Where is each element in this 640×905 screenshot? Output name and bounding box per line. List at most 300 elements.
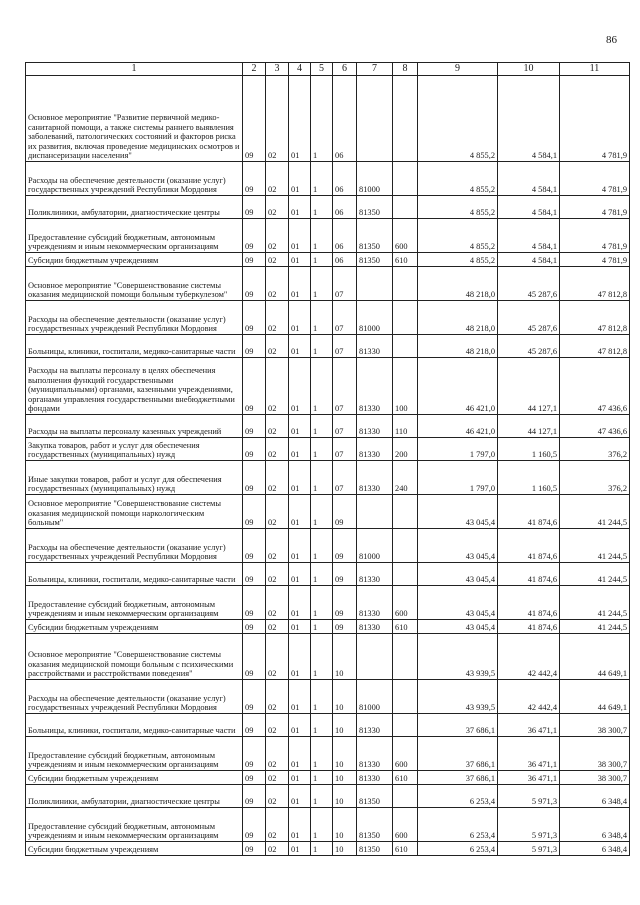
section-code-cell: 09 [243, 563, 266, 586]
expense-type-cell [393, 634, 418, 680]
expense-type-cell: 610 [393, 620, 418, 634]
value-2019-cell: 37 686,1 [418, 771, 498, 785]
program-code-cell: 01 [289, 680, 311, 714]
event-code-cell: 06 [333, 196, 357, 219]
row-name-cell: Расходы на выплаты персоналу в целях обеспечения выполнения функций государственными (муниципальными) органами, казенными учреждениями, органами управления государственными внебюджетными фондами [26, 358, 243, 415]
value-2021-cell: 41 244,5 [560, 620, 630, 634]
table-row [26, 714, 630, 737]
event-code-cell: 09 [333, 529, 357, 563]
section-code-cell: 09 [243, 358, 266, 415]
program-code-cell: 01 [289, 358, 311, 415]
value-2020-cell: 44 127,1 [498, 358, 560, 415]
program-code-cell: 01 [289, 634, 311, 680]
value-2021-cell: 47 436,6 [560, 415, 630, 438]
row-name-cell: Основное мероприятие "Совершенствование системы оказания медицинской помощи больным с психическими расстройствами и расстройствами поведения" [26, 634, 243, 680]
value-2021-cell: 47 812,8 [560, 267, 630, 301]
program-code-cell: 01 [289, 495, 311, 529]
expense-type-cell [393, 267, 418, 301]
program-code-cell: 01 [289, 737, 311, 771]
chapter-code-cell: 02 [266, 438, 289, 461]
row-name-cell: Иные закупки товаров, работ и услуг для обеспечения государственных (муниципальных) нужд [26, 461, 243, 495]
section-code-cell: 09 [243, 253, 266, 267]
expense-type-cell [393, 529, 418, 563]
section-code-cell: 09 [243, 680, 266, 714]
section-code-cell: 09 [243, 495, 266, 529]
row-name-cell: Субсидии бюджетным учреждениям [26, 842, 243, 856]
row-name-cell: Субсидии бюджетным учреждениям [26, 620, 243, 634]
value-2020-cell: 4 584,1 [498, 196, 560, 219]
table-row [26, 680, 630, 714]
row-name-cell: Больницы, клиники, госпитали, медико-санитарные части [26, 335, 243, 358]
event-code-cell: 09 [333, 495, 357, 529]
value-2021-cell: 6 348,4 [560, 785, 630, 808]
value-2019-cell: 4 855,2 [418, 76, 498, 162]
section-code-cell: 09 [243, 438, 266, 461]
value-2019-cell: 4 855,2 [418, 196, 498, 219]
direction-code-cell: 81330 [357, 438, 393, 461]
value-2021-cell: 4 781,9 [560, 76, 630, 162]
chapter-code-cell: 02 [266, 301, 289, 335]
row-name-cell: Поликлиники, амбулатории, диагностические центры [26, 196, 243, 219]
row-name-cell: Поликлиники, амбулатории, диагностические центры [26, 785, 243, 808]
expense-type-cell: 600 [393, 586, 418, 620]
value-2021-cell: 4 781,9 [560, 162, 630, 196]
subprogram-code-cell: 1 [311, 563, 333, 586]
direction-code-cell: 81350 [357, 253, 393, 267]
value-2020-cell: 1 160,5 [498, 438, 560, 461]
subprogram-code-cell: 1 [311, 253, 333, 267]
value-2019-cell: 46 421,0 [418, 415, 498, 438]
program-code-cell: 01 [289, 842, 311, 856]
direction-code-cell: 81330 [357, 358, 393, 415]
value-2019-cell: 6 253,4 [418, 785, 498, 808]
program-code-cell: 01 [289, 335, 311, 358]
event-code-cell: 10 [333, 785, 357, 808]
program-code-cell: 01 [289, 808, 311, 842]
value-2021-cell: 47 812,8 [560, 301, 630, 335]
row-name-cell: Расходы на обеспечение деятельности (оказание услуг) государственных учреждений Республики Мордовия [26, 301, 243, 335]
table-row [26, 76, 630, 162]
program-code-cell: 01 [289, 438, 311, 461]
event-code-cell: 07 [333, 358, 357, 415]
value-2020-cell: 41 874,6 [498, 529, 560, 563]
column-header: 5 [311, 63, 333, 76]
expense-type-cell: 240 [393, 461, 418, 495]
value-2019-cell: 43 045,4 [418, 563, 498, 586]
direction-code-cell: 81330 [357, 335, 393, 358]
direction-code-cell: 81330 [357, 415, 393, 438]
table-row [26, 301, 630, 335]
value-2021-cell: 41 244,5 [560, 586, 630, 620]
value-2020-cell: 5 971,3 [498, 785, 560, 808]
value-2020-cell: 36 471,1 [498, 714, 560, 737]
chapter-code-cell: 02 [266, 358, 289, 415]
row-name-cell: Предоставление субсидий бюджетным, автономным учреждениям и иным некоммерческим организациям [26, 808, 243, 842]
subprogram-code-cell: 1 [311, 808, 333, 842]
row-name-cell: Основное мероприятие "Совершенствование системы оказания медицинской помощи больным туберкулезом" [26, 267, 243, 301]
event-code-cell: 06 [333, 76, 357, 162]
program-code-cell: 01 [289, 162, 311, 196]
direction-code-cell: 81330 [357, 714, 393, 737]
direction-code-cell: 81000 [357, 301, 393, 335]
direction-code-cell: 81350 [357, 808, 393, 842]
subprogram-code-cell: 1 [311, 737, 333, 771]
section-code-cell: 09 [243, 461, 266, 495]
value-2020-cell: 1 160,5 [498, 461, 560, 495]
value-2020-cell: 45 287,6 [498, 301, 560, 335]
row-name-cell: Больницы, клиники, госпитали, медико-санитарные части [26, 563, 243, 586]
program-code-cell: 01 [289, 586, 311, 620]
subprogram-code-cell: 1 [311, 620, 333, 634]
table-row [26, 529, 630, 563]
table-row [26, 358, 630, 415]
expense-type-cell: 600 [393, 808, 418, 842]
program-code-cell: 01 [289, 196, 311, 219]
event-code-cell: 10 [333, 842, 357, 856]
program-code-cell: 01 [289, 785, 311, 808]
chapter-code-cell: 02 [266, 529, 289, 563]
value-2021-cell: 376,2 [560, 461, 630, 495]
page-number: 86 [606, 34, 617, 46]
section-code-cell: 09 [243, 634, 266, 680]
value-2021-cell: 4 781,9 [560, 196, 630, 219]
event-code-cell: 10 [333, 737, 357, 771]
direction-code-cell: 81330 [357, 461, 393, 495]
subprogram-code-cell: 1 [311, 680, 333, 714]
subprogram-code-cell: 1 [311, 586, 333, 620]
value-2020-cell: 44 127,1 [498, 415, 560, 438]
subprogram-code-cell: 1 [311, 162, 333, 196]
value-2019-cell: 48 218,0 [418, 267, 498, 301]
value-2019-cell: 43 045,4 [418, 620, 498, 634]
table-row [26, 586, 630, 620]
row-name-cell: Предоставление субсидий бюджетным, автономным учреждениям и иным некоммерческим организациям [26, 737, 243, 771]
row-name-cell: Предоставление субсидий бюджетным, автономным учреждениям и иным некоммерческим организациям [26, 219, 243, 253]
direction-code-cell: 81330 [357, 620, 393, 634]
program-code-cell: 01 [289, 253, 311, 267]
program-code-cell: 01 [289, 461, 311, 495]
value-2019-cell: 1 797,0 [418, 461, 498, 495]
expense-type-cell: 610 [393, 771, 418, 785]
event-code-cell: 10 [333, 680, 357, 714]
value-2019-cell: 1 797,0 [418, 438, 498, 461]
event-code-cell: 09 [333, 563, 357, 586]
direction-code-cell [357, 634, 393, 680]
event-code-cell: 07 [333, 335, 357, 358]
direction-code-cell: 81330 [357, 586, 393, 620]
value-2019-cell: 4 855,2 [418, 162, 498, 196]
direction-code-cell: 81000 [357, 680, 393, 714]
subprogram-code-cell: 1 [311, 771, 333, 785]
column-header: 6 [333, 63, 357, 76]
direction-code-cell: 81330 [357, 771, 393, 785]
direction-code-cell: 81350 [357, 842, 393, 856]
program-code-cell: 01 [289, 267, 311, 301]
column-header: 3 [266, 63, 289, 76]
value-2020-cell: 41 874,6 [498, 586, 560, 620]
subprogram-code-cell: 1 [311, 529, 333, 563]
expense-type-cell: 200 [393, 438, 418, 461]
subprogram-code-cell: 1 [311, 415, 333, 438]
subprogram-code-cell: 1 [311, 267, 333, 301]
value-2020-cell: 41 874,6 [498, 563, 560, 586]
value-2020-cell: 4 584,1 [498, 253, 560, 267]
value-2021-cell: 44 649,1 [560, 680, 630, 714]
value-2021-cell: 38 300,7 [560, 737, 630, 771]
value-2019-cell: 6 253,4 [418, 842, 498, 856]
section-code-cell: 09 [243, 76, 266, 162]
subprogram-code-cell: 1 [311, 219, 333, 253]
table-row [26, 253, 630, 267]
value-2020-cell: 45 287,6 [498, 267, 560, 301]
event-code-cell: 07 [333, 267, 357, 301]
row-name-cell: Предоставление субсидий бюджетным, автономным учреждениям и иным некоммерческим организациям [26, 586, 243, 620]
table-row [26, 808, 630, 842]
value-2019-cell: 48 218,0 [418, 335, 498, 358]
value-2019-cell: 37 686,1 [418, 714, 498, 737]
chapter-code-cell: 02 [266, 415, 289, 438]
expense-type-cell [393, 495, 418, 529]
section-code-cell: 09 [243, 301, 266, 335]
program-code-cell: 01 [289, 301, 311, 335]
column-header: 1 [26, 63, 243, 76]
table-row [26, 335, 630, 358]
table-row [26, 219, 630, 253]
value-2020-cell: 4 584,1 [498, 219, 560, 253]
expense-type-cell [393, 162, 418, 196]
chapter-code-cell: 02 [266, 808, 289, 842]
direction-code-cell: 81330 [357, 563, 393, 586]
event-code-cell: 06 [333, 219, 357, 253]
subprogram-code-cell: 1 [311, 634, 333, 680]
value-2021-cell: 44 649,1 [560, 634, 630, 680]
value-2021-cell: 6 348,4 [560, 842, 630, 856]
value-2020-cell: 5 971,3 [498, 808, 560, 842]
event-code-cell: 07 [333, 461, 357, 495]
row-name-cell: Закупка товаров, работ и услуг для обеспечения государственных (муниципальных) нужд [26, 438, 243, 461]
program-code-cell: 01 [289, 219, 311, 253]
subprogram-code-cell: 1 [311, 461, 333, 495]
value-2020-cell: 42 442,4 [498, 680, 560, 714]
value-2020-cell: 45 287,6 [498, 335, 560, 358]
column-header: 11 [560, 63, 630, 76]
expense-type-cell: 610 [393, 253, 418, 267]
header-row [26, 63, 630, 76]
expense-type-cell: 100 [393, 358, 418, 415]
section-code-cell: 09 [243, 335, 266, 358]
subprogram-code-cell: 1 [311, 438, 333, 461]
event-code-cell: 09 [333, 586, 357, 620]
section-code-cell: 09 [243, 162, 266, 196]
value-2021-cell: 6 348,4 [560, 808, 630, 842]
expense-type-cell [393, 76, 418, 162]
value-2021-cell: 41 244,5 [560, 495, 630, 529]
table-row [26, 563, 630, 586]
section-code-cell: 09 [243, 529, 266, 563]
chapter-code-cell: 02 [266, 335, 289, 358]
chapter-code-cell: 02 [266, 737, 289, 771]
expense-type-cell: 110 [393, 415, 418, 438]
table-row [26, 634, 630, 680]
table-row [26, 162, 630, 196]
expense-type-cell [393, 335, 418, 358]
section-code-cell: 09 [243, 771, 266, 785]
value-2021-cell: 47 436,6 [560, 358, 630, 415]
event-code-cell: 10 [333, 771, 357, 785]
expense-type-cell [393, 714, 418, 737]
column-header: 2 [243, 63, 266, 76]
chapter-code-cell: 02 [266, 563, 289, 586]
direction-code-cell: 81000 [357, 162, 393, 196]
value-2019-cell: 37 686,1 [418, 737, 498, 771]
chapter-code-cell: 02 [266, 620, 289, 634]
column-header: 7 [357, 63, 393, 76]
direction-code-cell [357, 76, 393, 162]
row-name-cell: Основное мероприятие "Совершенствование системы оказания медицинской помощи наркологическим больным" [26, 495, 243, 529]
table-row [26, 267, 630, 301]
section-code-cell: 09 [243, 808, 266, 842]
program-code-cell: 01 [289, 771, 311, 785]
chapter-code-cell: 02 [266, 771, 289, 785]
table-row [26, 842, 630, 856]
value-2020-cell: 41 874,6 [498, 620, 560, 634]
subprogram-code-cell: 1 [311, 76, 333, 162]
value-2019-cell: 4 855,2 [418, 253, 498, 267]
section-code-cell: 09 [243, 714, 266, 737]
column-header: 4 [289, 63, 311, 76]
value-2019-cell: 43 045,4 [418, 586, 498, 620]
chapter-code-cell: 02 [266, 634, 289, 680]
row-name-cell: Субсидии бюджетным учреждениям [26, 771, 243, 785]
expense-type-cell [393, 563, 418, 586]
direction-code-cell: 81000 [357, 529, 393, 563]
chapter-code-cell: 02 [266, 253, 289, 267]
program-code-cell: 01 [289, 563, 311, 586]
value-2020-cell: 42 442,4 [498, 634, 560, 680]
event-code-cell: 07 [333, 415, 357, 438]
value-2019-cell: 6 253,4 [418, 808, 498, 842]
row-name-cell: Субсидии бюджетным учреждениям [26, 253, 243, 267]
table-row [26, 196, 630, 219]
value-2021-cell: 38 300,7 [560, 771, 630, 785]
chapter-code-cell: 02 [266, 495, 289, 529]
chapter-code-cell: 02 [266, 680, 289, 714]
subprogram-code-cell: 1 [311, 785, 333, 808]
table-row [26, 438, 630, 461]
chapter-code-cell: 02 [266, 76, 289, 162]
chapter-code-cell: 02 [266, 162, 289, 196]
chapter-code-cell: 02 [266, 219, 289, 253]
value-2019-cell: 48 218,0 [418, 301, 498, 335]
expense-type-cell: 600 [393, 737, 418, 771]
event-code-cell: 07 [333, 438, 357, 461]
value-2020-cell: 5 971,3 [498, 842, 560, 856]
event-code-cell: 06 [333, 253, 357, 267]
value-2019-cell: 43 045,4 [418, 495, 498, 529]
table-row [26, 737, 630, 771]
direction-code-cell: 81350 [357, 196, 393, 219]
direction-code-cell: 81350 [357, 219, 393, 253]
value-2019-cell: 43 939,5 [418, 680, 498, 714]
section-code-cell: 09 [243, 737, 266, 771]
row-name-cell: Расходы на выплаты персоналу казенных учреждений [26, 415, 243, 438]
value-2021-cell: 41 244,5 [560, 563, 630, 586]
program-code-cell: 01 [289, 529, 311, 563]
chapter-code-cell: 02 [266, 267, 289, 301]
subprogram-code-cell: 1 [311, 842, 333, 856]
expense-type-cell [393, 785, 418, 808]
value-2020-cell: 4 584,1 [498, 162, 560, 196]
value-2021-cell: 38 300,7 [560, 714, 630, 737]
table-row [26, 771, 630, 785]
program-code-cell: 01 [289, 415, 311, 438]
value-2021-cell: 41 244,5 [560, 529, 630, 563]
subprogram-code-cell: 1 [311, 301, 333, 335]
value-2020-cell: 36 471,1 [498, 771, 560, 785]
subprogram-code-cell: 1 [311, 358, 333, 415]
event-code-cell: 06 [333, 162, 357, 196]
value-2019-cell: 43 045,4 [418, 529, 498, 563]
direction-code-cell: 81350 [357, 785, 393, 808]
value-2021-cell: 4 781,9 [560, 253, 630, 267]
value-2021-cell: 4 781,9 [560, 219, 630, 253]
event-code-cell: 10 [333, 808, 357, 842]
section-code-cell: 09 [243, 620, 266, 634]
table-row [26, 461, 630, 495]
value-2019-cell: 43 939,5 [418, 634, 498, 680]
expense-type-cell [393, 680, 418, 714]
section-code-cell: 09 [243, 196, 266, 219]
section-code-cell: 09 [243, 219, 266, 253]
row-name-cell: Расходы на обеспечение деятельности (оказание услуг) государственных учреждений Республики Мордовия [26, 529, 243, 563]
program-code-cell: 01 [289, 76, 311, 162]
expense-type-cell [393, 301, 418, 335]
expense-type-cell [393, 196, 418, 219]
program-code-cell: 01 [289, 620, 311, 634]
value-2020-cell: 4 584,1 [498, 76, 560, 162]
program-code-cell: 01 [289, 714, 311, 737]
value-2019-cell: 4 855,2 [418, 219, 498, 253]
subprogram-code-cell: 1 [311, 495, 333, 529]
expense-type-cell: 610 [393, 842, 418, 856]
chapter-code-cell: 02 [266, 785, 289, 808]
chapter-code-cell: 02 [266, 196, 289, 219]
subprogram-code-cell: 1 [311, 335, 333, 358]
value-2019-cell: 46 421,0 [418, 358, 498, 415]
chapter-code-cell: 02 [266, 842, 289, 856]
column-header: 8 [393, 63, 418, 76]
column-header: 10 [498, 63, 560, 76]
direction-code-cell [357, 267, 393, 301]
column-header: 9 [418, 63, 498, 76]
subprogram-code-cell: 1 [311, 714, 333, 737]
row-name-cell: Основное мероприятие "Развитие первичной медико-санитарной помощи, а также системы раннего выявления заболеваний, патологических состояний и факторов риска их развития, включая проведение медицинских осмотров и диспансеризации населения" [26, 76, 243, 162]
row-name-cell: Расходы на обеспечение деятельности (оказание услуг) государственных учреждений Республики Мордовия [26, 162, 243, 196]
section-code-cell: 09 [243, 415, 266, 438]
table-row [26, 415, 630, 438]
budget-table [25, 62, 630, 856]
table-row [26, 785, 630, 808]
section-code-cell: 09 [243, 842, 266, 856]
direction-code-cell [357, 495, 393, 529]
expense-type-cell: 600 [393, 219, 418, 253]
section-code-cell: 09 [243, 785, 266, 808]
table-row [26, 620, 630, 634]
direction-code-cell: 81330 [357, 737, 393, 771]
table-row [26, 495, 630, 529]
chapter-code-cell: 02 [266, 461, 289, 495]
chapter-code-cell: 02 [266, 714, 289, 737]
